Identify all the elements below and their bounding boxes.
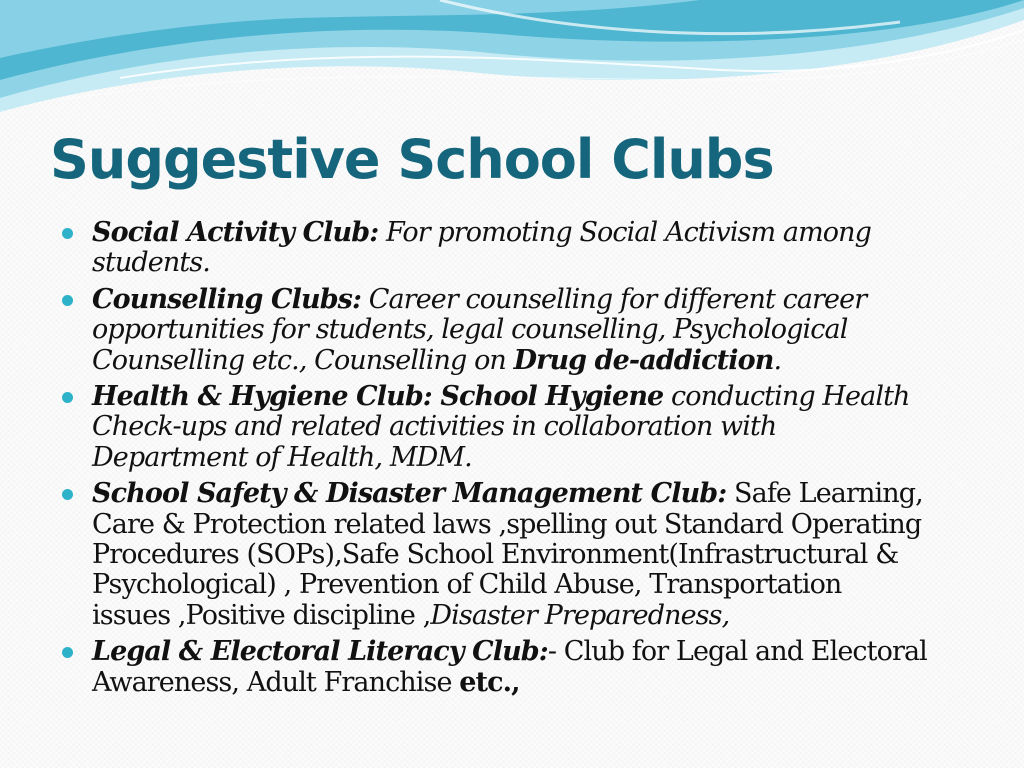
- club-name: Social Activity Club:: [92, 217, 379, 248]
- bullet-line: [92, 346, 962, 376]
- bullet-dot-icon: [62, 295, 73, 306]
- highlighted-term: etc.,: [459, 666, 520, 698]
- club-name: Health & Hygiene Club: School Hygiene: [92, 381, 664, 413]
- bullet-line: [92, 285, 962, 315]
- bullet-line: [92, 601, 962, 631]
- club-name: Counselling Clubs:: [92, 283, 362, 315]
- club-description: issues ,Positive discipline ,: [92, 599, 431, 631]
- club-description: Career counselling for different career: [361, 283, 867, 315]
- bullet-line: [92, 637, 962, 667]
- bullet-dot-icon: [62, 489, 73, 500]
- bullet-line: students.: [92, 247, 210, 279]
- bullet-line: Care & Protection related laws ,spelling out Standard Operating: [92, 508, 922, 540]
- highlighted-term: Drug de-addiction: [513, 344, 774, 376]
- bullet-item-counselling-clubs: [62, 285, 962, 376]
- punctuation: .: [773, 344, 782, 376]
- bullet-line: opportunities for students, legal counselling, Psychological: [92, 314, 848, 346]
- highlighted-term: Disaster Preparedness,: [430, 599, 730, 631]
- bullet-line: [92, 382, 962, 412]
- club-description: For promoting Social Activism among: [378, 217, 872, 248]
- club-name: School Safety & Disaster Management Club:: [92, 478, 727, 510]
- bullet-item-legal-electoral-club: [62, 637, 962, 698]
- header-wave-decoration: [0, 0, 1024, 130]
- bullet-item-school-safety-club: [62, 479, 962, 631]
- bullet-line: [92, 218, 962, 248]
- bullet-line: [92, 479, 962, 509]
- bullet-dot-icon: [62, 228, 73, 239]
- bullet-line: [92, 668, 962, 698]
- bullet-line: Psychological) , Prevention of Child Abuse, Transportation: [92, 569, 842, 601]
- slide-title: Suggestive School Clubs: [50, 128, 774, 191]
- club-description: - Club for Legal and Electoral: [547, 636, 927, 668]
- club-description: Awareness, Adult Franchise: [92, 666, 460, 698]
- club-description: conducting Health: [663, 381, 910, 413]
- club-description: Counselling etc., Counselling on: [92, 344, 514, 376]
- club-name: Legal & Electoral Literacy Club:: [92, 636, 548, 668]
- bullet-dot-icon: [62, 647, 73, 658]
- bullet-dot-icon: [62, 392, 73, 403]
- bullet-line: Check-ups and related activities in collaboration with: [92, 411, 777, 443]
- club-description: Safe Learning,: [726, 478, 923, 510]
- bullet-line: Procedures (SOPs),Safe School Environment(Infrastructural &: [92, 539, 899, 571]
- bullet-line: Department of Health, MDM.: [92, 441, 472, 473]
- bullet-item-social-activity-club: [62, 218, 962, 279]
- bullet-list: [62, 218, 962, 704]
- bullet-item-health-hygiene-club: [62, 382, 962, 473]
